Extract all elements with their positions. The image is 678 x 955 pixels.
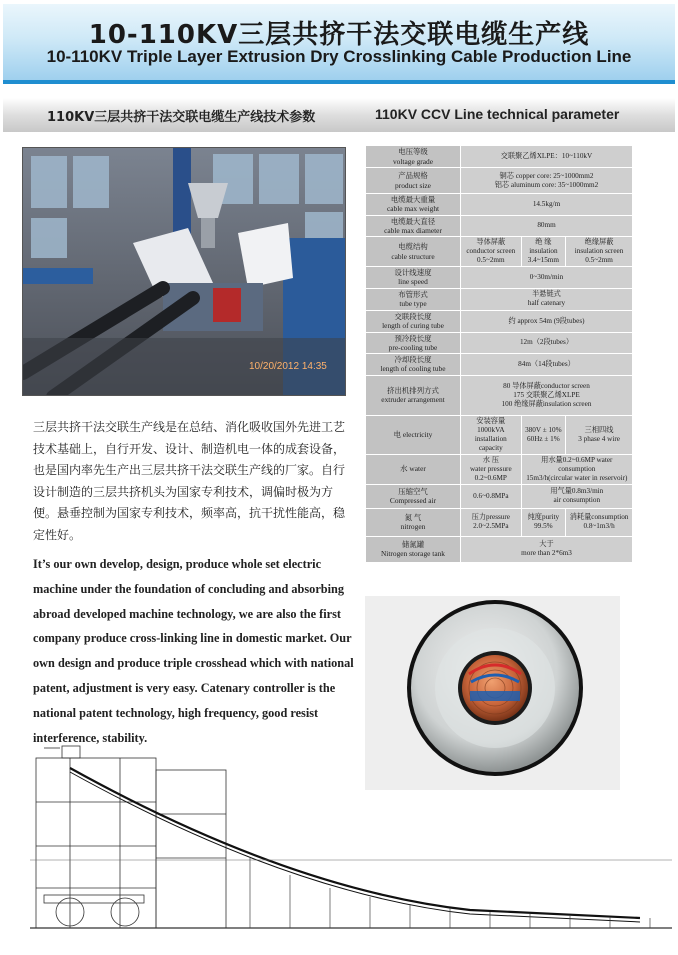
param-label-en: voltage grade	[392, 156, 433, 166]
param-value-cell: 绝 缘 insulation 3.4~15mm	[521, 237, 566, 267]
param-label	[366, 146, 461, 168]
param-label-cn: 电缆结构	[398, 242, 428, 252]
param-label	[366, 536, 461, 562]
param-label	[366, 310, 461, 332]
param-value-cell: 安装容量 1000kVA installation capacity	[461, 415, 522, 454]
param-label-en: Compressed air	[389, 496, 437, 505]
intro-text-cn: 三层共挤干法交联生产线是在总结、消化吸收国外先进工艺技术基础上，自行开发、设计、制造机电一体的成套设备，也是国内率先生产出三层共挤干法交联生产线的厂家。自行设计制造的三层共挤机头为国家专利技术，调偏时极为方便。悬垂控制为国家专利技术，频率高，抗干扰性能高，稳定性好。	[33, 420, 346, 542]
param-label-cn: 电缆最大重量	[390, 195, 436, 204]
param-label-en: extruder arrangement	[381, 395, 445, 404]
param-row	[366, 354, 633, 376]
param-row	[366, 375, 633, 415]
param-value-cell: 消耗量consumption 0.8~1m3/h	[566, 508, 633, 536]
param-value: 0~30m/min	[461, 267, 633, 289]
param-label	[366, 168, 461, 194]
param-label-cn: 挤出机排列方式	[387, 385, 439, 395]
param-label-cn: 氮 气	[404, 512, 422, 522]
production-line-photo	[22, 147, 346, 396]
param-label-en: pre-cooling tube	[388, 342, 438, 352]
param-label	[366, 332, 461, 354]
param-value: 铜芯 copper core: 25~1000mm2 铝芯 aluminum core: 35~1000mm2	[461, 168, 633, 194]
section-title-en: 110KV CCV Line technical parameter	[375, 106, 620, 122]
param-label-en: length of cooling tube	[380, 364, 446, 374]
catenary-line-diagram	[30, 740, 672, 948]
param-row	[366, 536, 633, 562]
param-value-cell: 导体屏蔽 conductor screen 0.5~2mm	[461, 237, 522, 267]
param-value-cell: 380V ± 10% 60Hz ± 1%	[521, 415, 566, 454]
param-label-en: nitrogen	[400, 522, 426, 531]
param-value-cell: 用气量0.8m3/min air consumption	[521, 484, 632, 508]
photo-timestamp: 10/20/2012 14:35	[249, 361, 327, 372]
param-label	[366, 375, 461, 415]
page-title-en: 10-110KV Triple Layer Extrusion Dry Crosslinking Cable Production Line	[46, 47, 632, 66]
param-label	[366, 508, 461, 536]
param-label-cn: 电压等级	[398, 147, 428, 157]
param-label-cn: 设计线速度	[394, 268, 432, 277]
param-value-cell: 压力pressure 2.0~2.5MPa	[461, 508, 522, 536]
param-label-cn: 电缆最大直径	[390, 216, 436, 226]
param-label-cn: 电 electricity	[393, 429, 433, 439]
param-row	[366, 484, 633, 508]
param-label-en: product size	[395, 180, 431, 190]
param-label-en: cable structure	[391, 251, 435, 261]
param-value-cell: 用水量0.2~0.6MP water consumption 15m3/h(circular water in reservoir)	[521, 454, 632, 484]
param-row	[366, 215, 633, 237]
param-value: 14.5kg/m	[461, 194, 633, 216]
param-row	[366, 310, 633, 332]
param-value-cell: 三相四线 3 phase 4 wire	[566, 415, 633, 454]
param-label-cn: 预冷段长度	[394, 333, 432, 343]
param-label-cn: 产品规格	[398, 171, 428, 181]
param-label-en: cable max weight	[386, 204, 440, 214]
param-value: 大于 more than 2*6m3	[461, 536, 633, 562]
param-label-cn: 压缩空气	[398, 486, 428, 496]
param-value: 80 导体屏蔽conductor screen 175 交联聚乙烯XLPE 100 绝缘屏蔽insulation screen	[461, 375, 633, 415]
param-label-en: Nitrogen storage tank	[380, 549, 446, 558]
param-label	[366, 354, 461, 376]
param-value-cell: 0.6~0.8MPa	[461, 484, 522, 508]
param-label-en: cable max diameter	[384, 225, 442, 235]
param-label	[366, 237, 461, 267]
param-label	[366, 215, 461, 237]
technical-parameter-table	[365, 145, 633, 563]
title-banner	[3, 4, 675, 84]
section-header	[3, 98, 675, 132]
param-value: 12m（2段tubes）	[461, 332, 633, 354]
param-label-cn: 布管形式	[398, 289, 428, 299]
param-row	[366, 288, 633, 310]
param-row	[366, 508, 633, 536]
param-label	[366, 288, 461, 310]
param-label-en: length of curing tube	[382, 321, 444, 330]
param-value: 半悬链式 half catenary	[461, 288, 633, 310]
param-label	[366, 454, 461, 484]
param-label-cn: 储氮罐	[401, 539, 425, 549]
intro-text-en: It’s our own develop, design, produce whole set electric machine under the foundation of concluding and absorbing abroad developed machine technology, we are also the first company produce cross-linking line in domestic market. Our own design and produce triple crosshead which with national patent, adjustment is very easy. Catenary controller is the national patent technology, high frequency, good resist interference, stability.	[33, 557, 354, 745]
param-row	[366, 332, 633, 354]
param-value: 约 approx 54m (9段tubes)	[461, 310, 633, 332]
param-value-cell: 绝缘屏蔽 insulation screen 0.5~2mm	[566, 237, 633, 267]
param-label	[366, 267, 461, 289]
param-value: 交联聚乙烯XLPE：10~110kV	[461, 146, 633, 168]
param-row	[366, 415, 633, 454]
param-value-cell: 水 压 water pressure 0.2~0.6MP	[461, 454, 522, 484]
param-label-en: line speed	[398, 277, 428, 287]
param-label-cn: 冷却段长度	[394, 355, 432, 364]
page-title-cn: 10-110KV三层共挤干法交联电缆生产线	[88, 20, 590, 50]
param-label	[366, 484, 461, 508]
param-value-cell: 纯度purity 99.5%	[521, 508, 566, 536]
production-line-elevation-drawing	[30, 740, 672, 948]
param-label	[366, 194, 461, 216]
param-row	[366, 237, 633, 267]
param-value: 84m（14段tubes）	[461, 354, 633, 376]
param-value: 80mm	[461, 215, 633, 237]
param-row	[366, 146, 633, 168]
param-label-en: tube type	[399, 299, 427, 308]
param-row	[366, 267, 633, 289]
param-row	[366, 194, 633, 216]
factory-photo-illustration	[23, 148, 346, 396]
param-row	[366, 168, 633, 194]
param-label	[366, 415, 461, 454]
param-label-cn: 交联段长度	[394, 311, 432, 321]
param-row	[366, 454, 633, 484]
param-label-cn: 水 water	[400, 464, 426, 474]
section-title-cn: 110KV三层共挤干法交联电缆生产线技术参数	[47, 110, 316, 125]
